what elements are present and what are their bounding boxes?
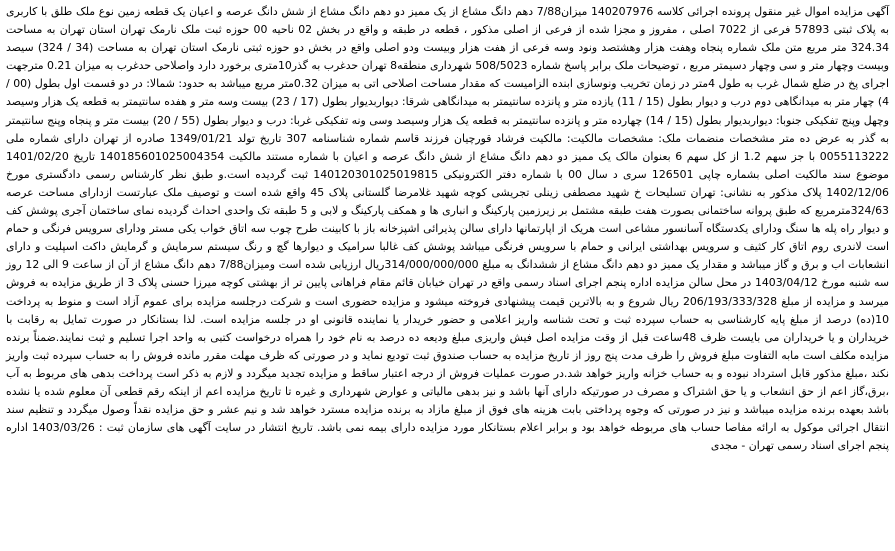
auction-notice-text: آگهی مزایده اموال غیر منقول پرونده اجرائی کلاسه 140207976 میزان7/88 دهم دانگ مشاع از یک ممیز دو دهم دانگ مشاع از شش دانگ عرصه و اعیان یک قطعه زمین نوع ملک طلق با کاربری به پلاک ثبتی 57893 فرعی از 7022 اصلی ، مفروز و مجزا شده از فرعی از اصلی مذکور ، قطعه در طبقه و واقع در بخش 02 ناحیه 00 حوزه ثبت ملک نارمک تهران استان تهران به مساحت 324.34 متر مربع متن ملک شماره پنجاه وهفت هزار وهشتصد ونود وسه فرعی از هفت هزار وبیست ودو اصلی واقع در بخش دو حوزه ثبتی نارمک استان تهران به مساحت (34 / 324) سیصد وبیست وچهار متر و سی وچهار دسیمتر مربع ، توضیحات ملک برابر پاسخ شماره 508/5023 شهرداری منطقه8 تهران حدغرب به گذر10متری برخورد دارد واصلاحی حدغرب به میزان 0.21 مترجهت اجرای پخ در ضلع شمال غرب به طول 4متر در زمان تخریب ونوسازی ابنده الزامیست که مقدار مساحت اصلاحی اتی به میزان 0.32متر مربع میباشد به حدود: شمالا: در دو قسمت اول بطول (00 / 4) چهار متر به میدانگاهی دوم درب و دیوار بطول (15 / 11) یازده متر و پانزده سانتیمتر به میدانگاهی شرقا: دیواربدیوار بطول (17 / 23) بیست وسه متر و هفده سانتیمتر به قطعه یک هزار وسیصد وچهل وپنج تفکیکی جنوبا: دیواربدیوار بطول (15 / 14) چهارده متر و پانزده سانتیمتر به قطعه یک هزار وسیصد وسی ونه تفکیکی غربا: درب و دیوار بطول (55 / 20) بیست متر و پنجاه وپنج سانتیمتر به گذر به عرض ده متر مشخصات منضمات ملک: مشخصات مالکیت: مالکیت فرشاد قورچیان فرزند قاسم شماره شناسنامه 307 تاریخ تولد 1349/01/21 صادره از تهران دارای شماره ملی 0055113222 با جز سهم 1.2 از کل سهم 6 بعنوان مالک یک ممیز دو دهم دانگ مشاع از شش دانگ عرصه و اعیان با شماره مستند مالکیت 140185601025004354 تاریخ 1401/02/20 موضوع سند مالکیت اصلی بشماره چاپی 126501 سری د سال 00 با شماره دفتر الکترونیکی 140120301025019815 ثبت گردیده است.و طبق نظر کارشناس رسمی دادگستری مورخ 1402/12/06 پلاک مذکور به نشانی: تهران تسلیحات خ شهید مصطفی زینلی تجریشی کوچه شهید غلامرضا گلستانی پلاک 45 واقع شده است و توصیف ملک عبارتست ازدارای مساحت عرصه 324/63مترمربع که طبق پروانه ساختمانی بصورت هفت طبقه مشتمل بر زیرزمین پارکینگ و انباری ها و همکف پارکینگ و لابی و 5 طبقه تک واحدی احداث گردیده نمای ساختمان آجری پوشش کف و دیوار راه پله ها سنگ ودارای یکدستگاه آسانسور مشاعی است هریک از اپارتمانها دارای سالن پذیرائی اشپزخانه باز با کابینت طرح چوب سه اتاق خواب یکی مستر ودارای سرویس فرنگی و حمام است لاندری روم اتاق کار کثیف و سرویس بهداشتی ایرانی و حمام با سرویس فرنگی میباشد پوشش کف غالبا سرامیک و دیوارها گچ و رنگ سیستم سرمایش و گرمایش داکت اسپلیت و دارای انشعابات اب و برق و گاز میباشد و مقدار یک ممیز دو دهم دانگ مشاع از ششدانگ به مبلغ 314/000/000/000ریال ارزیابی شده است ومیزان7/88 دهم دانگ مشاع از آن از ساعت 9 الی 12 روز سه شنبه مورخ 1403/04/12 در محل سالن مزایده اداره پنجم اجرای اسناد رسمی واقع در تهران خیابان قائم مقام فراهانی پایین تر از بهشتی کوچه میرزا حسنی پلاک 3 از طریق مزایده به فروش میرسد و مزایده از مبلغ 206/193/333/328 ریال شروع و به بالاترین قیمت پیشنهادی فروخته میشود و مزایده حضوری است و شرکت درجلسه مزایده برای عموم آزاد است و منوط به پرداخت 10(ده) درصد از مبلغ پایه کارشناسی به حساب سپرده ثبت و تحت شناسه واریز اعلامی و حضور خریدار یا نماینده قانونی او در جلسه مزایده است. لذا بستانکار در صورت تمایل به رقابت با خریداران و یا خریداران می بایست ظرف 48ساعت قبل از وقت مزایده اصل فیش واریزی مبلغ ودیعه ده درصد به نام خود را همراه درخواست کتبی به واحد اجرا تسلیم و ثبت نمایند.ضمناً برنده مزایده مکلف است مابه التفاوت مبلغ فروش را ظرف مدت پنج روز از تاریخ مزایده به حساب صندوق ثبت تودیع نماید و در صورتی که ظرف مهلت مقرر مانده فروش را به حساب سپرده ثبت واریز نکند ،مبلغ مذکور قابل استرداد نبوده و به حساب خزانه واریز خواهد شد.در صورت عملیات فروش از درجه اعتبار ساقط و مزایده تجدید میگردد و لازم به ذکر است پرداخت بدهی های مربوط به آب ،برق،گاز اعم از حق انشعاب و یا حق اشتراک و مصرف در صورتیکه دارای آنها باشد و نیز بدهی مالیاتی و عوارض شهرداری و غیره تا تاریخ مزایده اعم از اینکه رقم قطعی آن معلوم شده یا نشده باشد بعهده برنده مزایده میباشد و نیز در صورتی که وجوه پرداختی بابت هزینه های فوق از مبلغ مازاد به برنده مزایده مسترد خواهد شد و نیم عشر و حق مزایده نقداً وصول میگردد و تنظیم سند انتقال اجرائی موکول به ارائه مفاصا حساب های مربوطه خواهد بود و برابر اعلام بستانکار مورد مزایده دارای بیمه نمی باشد. تاریخ انتشار در سایت آگهی های سازمان ثبت : 1403/03/26 اداره پنجم اجرای اسناد رسمی تهران - مجدی [5, 5, 890, 453]
